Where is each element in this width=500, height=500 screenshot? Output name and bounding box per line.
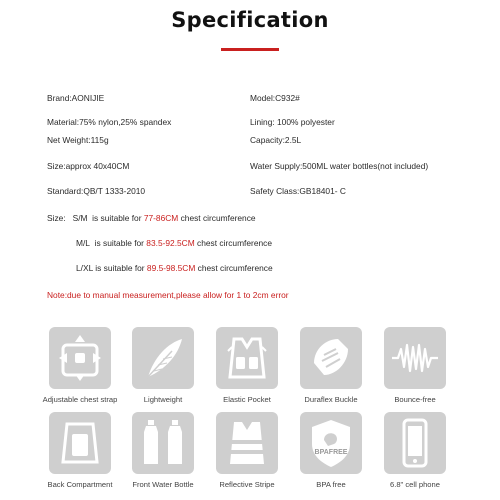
feature-label: 6.8" cell phone: [390, 480, 440, 489]
size-name: S/M: [72, 213, 88, 223]
feather-icon: [132, 327, 194, 389]
size-range: 83.5-92.5CM: [146, 238, 195, 248]
page-title: Specification: [171, 8, 329, 32]
water-bottle-icon: [132, 412, 194, 474]
title-underline: [221, 48, 279, 51]
reflective-vest-icon: [216, 412, 278, 474]
feature-label: Front Water Bottle: [132, 480, 194, 489]
feature-lightweight: [115, 327, 211, 404]
feature-label: Lightweight: [143, 395, 183, 404]
spec-water-supply: Water Supply:500ML water bottles(not included): [250, 161, 429, 171]
buckle-icon: [300, 327, 362, 389]
feature-cell-phone: [367, 412, 463, 489]
size-row-ml: [76, 238, 272, 248]
size-middle: is suitable for: [95, 263, 145, 273]
feature-label: Back Compartment: [47, 480, 113, 489]
spec-net-weight: Net Weight:115g: [47, 135, 109, 145]
vest-pocket-icon: [216, 327, 278, 389]
feature-label: Duraflex Buckle: [304, 395, 358, 404]
size-label: Size:: [47, 213, 66, 223]
feature-back-compartment: [32, 412, 128, 489]
feature-duraflex-buckle: [283, 327, 379, 404]
back-compartment-icon: [49, 412, 111, 474]
size-name: L/XL: [76, 263, 93, 273]
feature-label: Elastic Pocket: [223, 395, 271, 404]
size-middle: is suitable for: [92, 213, 142, 223]
cell-phone-icon: [384, 412, 446, 474]
spec-brand: Brand:AONIJIE: [47, 93, 105, 103]
feature-label: BPA free: [316, 480, 346, 489]
feature-front-water-bottle: [115, 412, 211, 489]
feature-label: Adjustable chest strap: [42, 395, 118, 404]
size-suffix: chest circumference: [197, 263, 273, 273]
size-range: 89.5-98.5CM: [146, 263, 196, 273]
feature-elastic-pocket: [199, 327, 295, 404]
feature-label: Bounce-free: [394, 395, 436, 404]
bpa-free-icon: [300, 412, 362, 474]
feature-bpa-free: [283, 412, 379, 489]
size-row-sm: [47, 213, 256, 223]
feature-bounce-free: [367, 327, 463, 404]
feature-label: Reflective Stripe: [219, 480, 275, 489]
size-suffix: chest circumference: [197, 238, 272, 248]
chest-strap-icon: [49, 327, 111, 389]
spec-model: Model:C932#: [250, 93, 300, 103]
bpa-free-badge-text: BPAFREE: [314, 449, 348, 456]
feature-reflective-stripe: [199, 412, 295, 489]
spec-standard: Standard:QB/T 1333-2010: [47, 186, 146, 196]
size-suffix: chest circumference: [180, 213, 256, 223]
size-row-lxl: [76, 263, 273, 273]
spec-lining: Lining: 100% polyester: [250, 117, 335, 127]
size-range: 77-86CM: [143, 213, 179, 223]
spec-safety-class: Safety Class:GB18401- C: [250, 186, 346, 196]
size-middle: is suitable for: [94, 238, 144, 248]
feature-chest-strap: [32, 327, 128, 404]
spec-size: Size:approx 40x40CM: [47, 161, 130, 171]
spec-material: Material:75% nylon,25% spandex: [47, 117, 172, 127]
measurement-note: Note:due to manual measurement,please allow for 1 to 2cm error: [47, 290, 289, 300]
wave-icon: [384, 327, 446, 389]
spec-capacity: Capacity:2.5L: [250, 135, 302, 145]
size-name: M/L: [76, 238, 90, 248]
